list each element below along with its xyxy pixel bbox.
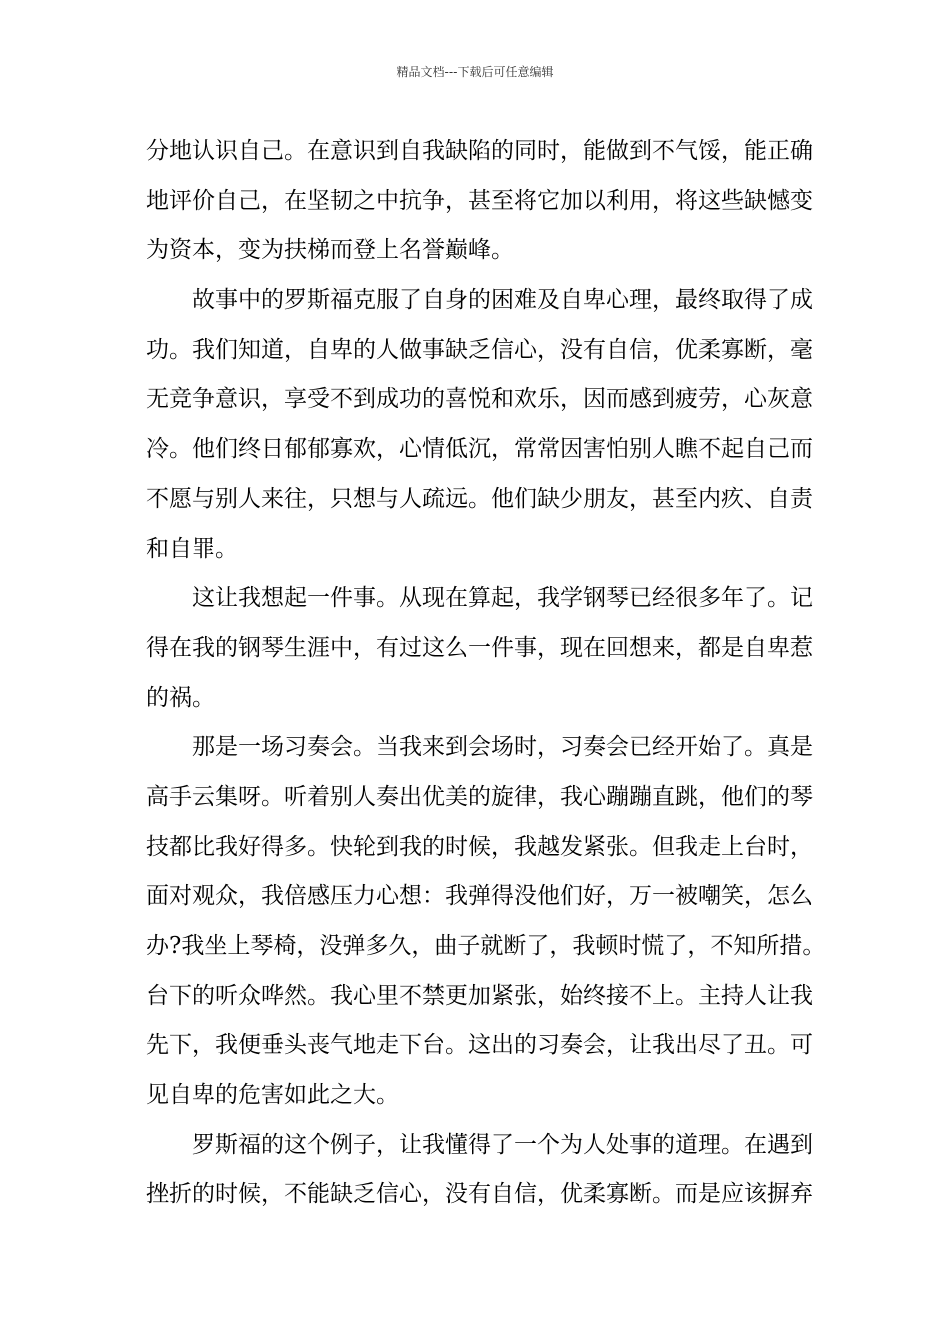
text-line: 挫折的时候，不能缺乏信心，没有自信，优柔寡断。而是应该摒弃: [146, 1181, 813, 1208]
text-line: 先下，我便垂头丧气地走下台。这出的习奏会，让我出尽了丑。可: [146, 1032, 813, 1059]
text-line: 不愿与别人来往，只想与人疏远。他们缺少朋友，甚至内疚、自责: [146, 485, 813, 512]
text-line: 这让我想起一件事。从现在算起，我学钢琴已经很多年了。记: [192, 585, 813, 612]
text-line: 故事中的罗斯福克服了自身的困难及自卑心理，最终取得了成: [192, 287, 813, 314]
text-line: 分地认识自己。在意识到自我缺陷的同时，能做到不气馁，能正确: [146, 138, 813, 164]
body-text: [146, 127, 826, 1220]
text-line: 得在我的钢琴生涯中，有过这么一件事，现在回想来，都是自卑惹: [146, 634, 813, 661]
text-line: 地评价自己，在坚韧之中抗争，甚至将它加以利用，将这些缺憾变: [146, 187, 813, 214]
text-line: 办?我坐上琴椅，没弹多久，曲子就断了，我顿时慌了，不知所措。: [146, 933, 826, 959]
text-line: 高手云集呀。听着别人奏出优美的旋律，我心蹦蹦直跳，他们的琴: [146, 783, 813, 810]
text-line: 台下的听众哗然。我心里不禁更加紧张，始终接不上。主持人让我: [146, 982, 813, 1009]
text-line: 技都比我好得多。快轮到我的时候，我越发紧张。但我走上台时，: [146, 833, 813, 860]
text-line: 冷。他们终日郁郁寡欢，心情低沉，常常因害怕别人瞧不起自己而: [146, 436, 813, 463]
text-line: 那是一场习奏会。当我来到会场时，习奏会已经开始了。真是: [192, 734, 813, 761]
text-line: 为资本，变为扶梯而登上名誉巅峰。: [146, 237, 514, 264]
text-line: 无竞争意识，享受不到成功的喜悦和欢乐，因而感到疲劳，心灰意: [146, 386, 813, 413]
text-line: 的祸。: [146, 684, 215, 711]
text-line: 功。我们知道，自卑的人做事缺乏信心，没有自信，优柔寡断，毫: [146, 336, 813, 363]
text-line: 面对观众，我倍感压力心想：我弹得没他们好，万一被嘲笑，怎么: [146, 883, 813, 910]
text-line: 见自卑的危害如此之大。: [146, 1082, 399, 1109]
text-line: 和自罪。: [146, 535, 238, 562]
text-line: 罗斯福的这个例子，让我懂得了一个为人处事的道理。在遇到: [192, 1131, 813, 1158]
page-header: 精品文档---下载后可任意编辑: [396, 65, 554, 79]
